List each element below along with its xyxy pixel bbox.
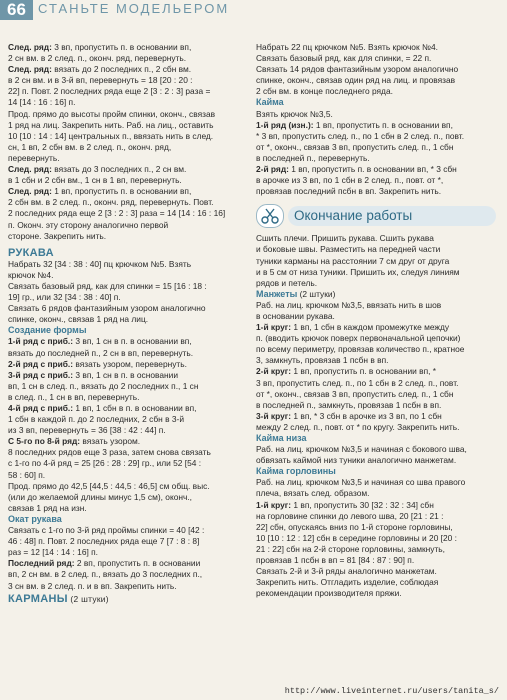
text-line	[8, 492, 246, 503]
text-span: перевернуть.	[8, 152, 60, 163]
text-line	[8, 503, 246, 514]
text-line	[8, 525, 246, 536]
text-span: 3 вп, пропустить след. п., по 1 сбн в 2 след. п., повт.	[256, 377, 459, 388]
right-column	[256, 42, 496, 599]
text-line	[256, 422, 496, 433]
subheading	[256, 433, 496, 444]
text-line	[256, 411, 496, 422]
text-line	[256, 120, 496, 131]
text-span: раз = 12 [14 : 14 : 16] п.	[8, 547, 98, 558]
text-span: Набрать 32 [34 : 38 : 40] пц крючком №5. Взять	[8, 258, 192, 269]
text-span: 8 последних рядов еще 3 раза, затем снова связать	[8, 447, 211, 458]
text-span: в 1 сбн и 2 сбн вм., 1 сн в 1 вп, перевернуть.	[8, 175, 182, 186]
text-span: Манжеты	[256, 288, 298, 299]
text-line	[8, 314, 246, 325]
text-span: Сшить плечи. Пришить рукава. Сшить рукава	[256, 233, 434, 244]
text-span: 22] п. Повт. 2 последних ряда еще 2 [3 : 2 : 3] раза =	[8, 86, 211, 97]
text-line	[8, 481, 246, 492]
text-span: (2 штуки)	[297, 288, 336, 299]
text-span: 3 вп, 1 сн в п. в основании	[73, 369, 178, 380]
text-line	[256, 164, 496, 175]
text-span: 10 [10 : 12 : 12] сбн в середине горловины и 20 [20 :	[256, 532, 457, 543]
text-span: стороне. Закрепить нить.	[8, 230, 107, 241]
page-header	[0, 0, 507, 22]
left-column	[8, 42, 246, 605]
text-line	[8, 231, 246, 242]
text-line	[256, 175, 496, 186]
text-span: Связать 14 рядов фантазийным узором аналогично	[256, 64, 459, 75]
text-span: вязать до 2 последних п., 2 сбн вм.	[51, 64, 192, 75]
text-line	[8, 75, 246, 86]
subheading	[8, 514, 246, 525]
text-span: от *, оконч., связав 3 вп, пропустить след. п., 1 сбн	[256, 388, 454, 399]
text-line	[256, 42, 496, 53]
text-span: в след. п., 1 сн в вп, перевернуть.	[8, 391, 140, 402]
text-span: 3 вп, 1 сн в п. в основании вп,	[73, 336, 192, 347]
row-label: 1-й круг:	[256, 499, 292, 510]
text-line	[8, 381, 246, 392]
text-line	[256, 444, 496, 455]
text-span: 3, замкнуть, провязав 1 псбн в вп.	[256, 355, 389, 366]
text-line	[8, 458, 246, 469]
text-line	[8, 86, 246, 97]
text-line	[256, 153, 496, 164]
row-label: 4-й ряд с приб.:	[8, 403, 74, 413]
text-span: обвязать каймой низ туники аналогично манжетам.	[256, 455, 457, 466]
text-span: в арочке из 3 вп, по 1 сбн в 2 след. п., повт. от *,	[256, 175, 444, 186]
subheading	[256, 97, 496, 108]
text-line	[8, 109, 246, 120]
text-line	[8, 259, 246, 270]
text-line	[256, 300, 496, 311]
source-url: http://www.liveinternet.ru/users/tanita_s/	[284, 686, 499, 696]
row-label: 3-й круг:	[256, 410, 292, 421]
text-span: туники карманы на расстоянии 7 см друг от друга	[256, 255, 450, 266]
text-line	[256, 555, 496, 566]
text-span: КАРМАНЫ	[8, 593, 68, 605]
text-span: Связать с 1-го по 3-й ряд проймы спинки = 40 [42 :	[8, 525, 205, 536]
text-span: вп, 2 сн вм. в 2 след. п., вязать до 3 последних п.,	[8, 569, 203, 580]
text-span: в последней п., замкнуть, провязав 1 псбн в вп.	[256, 399, 442, 410]
text-line	[8, 336, 246, 347]
text-line	[256, 400, 496, 411]
text-span: 1 вп, 1 сбн в п. в основании вп,	[73, 403, 197, 413]
row-label: След. ряд:	[8, 164, 52, 175]
text-line	[256, 75, 496, 86]
text-span: сн, 1 вп, 2 сбн вм. в 2 след. п., оконч. ряд,	[8, 141, 172, 152]
text-line	[8, 120, 246, 131]
text-line	[256, 355, 496, 366]
text-span: Связать базовый ряд, как для спинки = 15 [16 : 18 :	[8, 280, 207, 291]
text-span: связав 1 ряд на изн.	[8, 502, 87, 513]
text-line	[8, 197, 246, 208]
text-span: Раб. на лиц. крючком №3,5 и начиная с бокового шва,	[256, 444, 467, 455]
text-span: 22] сбн, опускаясь вниз по 1-й стороне горловины,	[256, 521, 453, 532]
row-label: 2-й ряд с приб.:	[8, 358, 74, 369]
text-line	[8, 547, 246, 558]
text-span: плеча, вязать след. образом.	[256, 488, 370, 499]
text-line	[256, 477, 496, 488]
text-span: 1 вп, пропустить 30 [32 : 32 : 34] сбн	[291, 499, 434, 510]
text-span: Раб. на лиц. крючком №3,5, ввязать нить в шов	[256, 299, 442, 310]
text-span: по всему периметру, провязав количество п., кратное	[256, 344, 465, 355]
text-line	[8, 131, 246, 142]
row-label: 1-й ряд с приб.:	[8, 336, 74, 347]
text-line	[8, 153, 246, 164]
text-span: из 3 вп, перевернуть = 36 [38 : 42 : 44] п.	[8, 425, 166, 436]
text-line	[256, 64, 496, 75]
text-span: (или до желаемой длины минус 1,5 см), оконч.,	[8, 491, 193, 502]
text-line	[8, 292, 246, 303]
text-line	[8, 186, 246, 197]
text-span: спинке, оконч., связав 1 ряд на лиц.	[8, 314, 149, 325]
text-span: вязать узором, перевернуть.	[73, 358, 187, 369]
text-span: Кайма низа	[256, 433, 307, 443]
text-line	[256, 186, 496, 197]
text-span: 1 сбн в каждой п. до 2 последних, 2 сбн в 3-й	[8, 414, 184, 425]
text-line	[256, 588, 496, 599]
text-span: 46 : 48] п. Повт. 2 последних ряда еще 7 [7 : 8 : 8]	[8, 536, 200, 547]
text-span: 2 последних ряда еще 2 [3 : 2 : 3] раза = 14 [14 : 16 : 16]	[8, 208, 226, 219]
text-span: п. (вводить крючок поверх первоначальной цепочки)	[256, 333, 461, 344]
text-span: 2 вп, пропустить п. в основании	[74, 558, 201, 569]
text-span: Кайма горловины	[256, 466, 336, 477]
text-line	[256, 389, 496, 400]
text-line	[8, 536, 246, 547]
row-label: Последний ряд:	[8, 558, 75, 569]
text-span: 14 [14 : 16 : 16] п.	[8, 97, 76, 108]
text-span: провязав 1 псбн в вп = 81 [84 : 87 : 90] п.	[256, 555, 415, 566]
text-span: 3 вп, пропустить п. в основании вп,	[51, 42, 192, 52]
text-span: крючок №4.	[8, 269, 54, 280]
subheading	[256, 466, 496, 477]
text-line	[256, 366, 496, 377]
text-span: Прод. прямо до 42,5 [44,5 : 44,5 : 46,5] см общ. выс.	[8, 480, 210, 491]
text-span: Кайма	[256, 97, 284, 108]
text-line	[256, 53, 496, 64]
text-line	[8, 558, 246, 569]
text-line	[8, 370, 246, 381]
section-header	[256, 204, 496, 228]
text-span: рекомендации производителя пряжи.	[256, 588, 402, 599]
text-span: 2 сн вм. в 2 след. п., оконч. ряд, перевернуть.	[8, 53, 187, 64]
text-span: * 3 вп, пропустить след. п., по 1 сбн в 2 след. п., повт.	[256, 130, 465, 141]
text-span: (2 штуки)	[67, 593, 109, 604]
text-line	[8, 175, 246, 186]
text-line	[256, 86, 496, 97]
text-line	[8, 447, 246, 458]
text-line	[8, 436, 246, 447]
text-span: Связать 6 рядов фантазийным узором аналогично	[8, 303, 206, 314]
text-span: в последней п., перевернуть.	[256, 152, 370, 163]
header-title: СТАНЬТЕ МОДЕЛЬЕРОМ	[38, 1, 230, 16]
text-line	[256, 131, 496, 142]
text-span: 1 вп, пропустить п. в основании вп, *	[291, 366, 437, 377]
page-number: 66	[0, 0, 33, 20]
text-line	[8, 359, 246, 370]
text-span: Связать базовый ряд, как для спинки, = 22 п.	[256, 53, 432, 64]
text-line	[256, 233, 496, 244]
text-span: и боковые швы. Разместить на передней части	[256, 244, 441, 255]
text-line	[8, 164, 246, 175]
text-span: от *, оконч., связав 3 вп, пропустить след. п., 1 сбн	[256, 141, 454, 152]
text-line	[256, 511, 496, 522]
text-line	[8, 208, 246, 219]
text-line	[256, 566, 496, 577]
text-span: вязать узором.	[80, 436, 141, 447]
row-label: 2-й круг:	[256, 366, 292, 377]
text-line	[256, 311, 496, 322]
text-span: с 1-го по 4-й ряд = 25 [26 : 28 : 29] гр., или 52 [54 :	[8, 458, 202, 469]
text-line	[256, 344, 496, 355]
text-line	[8, 64, 246, 75]
row-label: 1-й ряд (изн.):	[256, 119, 314, 130]
text-line	[8, 569, 246, 580]
text-span: провязав последний псбн в вп. Закрепить нить.	[256, 186, 442, 197]
text-span: вязать до 3 последних п., 2 сн вм.	[51, 164, 187, 175]
spacer	[8, 242, 246, 246]
text-span: РУКАВА	[8, 247, 54, 259]
text-span: п. Оконч. эту сторону аналогично первой	[8, 219, 169, 230]
text-span: спинке, оконч., связав один ряд на лиц. и провязав	[256, 75, 456, 86]
text-line	[256, 109, 496, 120]
text-span: 10 [10 : 14 : 14] центральных п., ввязать нить в след.	[8, 130, 214, 141]
text-line	[256, 577, 496, 588]
text-line	[256, 278, 496, 289]
text-line	[256, 544, 496, 555]
text-line	[8, 392, 246, 403]
row-label: След. ряд:	[8, 186, 52, 197]
text-line	[256, 244, 496, 255]
text-span: вп, 1 сн в след. п., вязать до 2 последних п., 1 сн	[8, 380, 199, 391]
text-span: рядов и петель.	[256, 277, 318, 288]
text-line	[256, 522, 496, 533]
text-span: Прод. прямо до высоты пройм спинки, оконч., связав	[8, 108, 216, 119]
row-label: 2-й ряд:	[256, 164, 289, 175]
text-line	[256, 333, 496, 344]
text-line	[8, 42, 246, 53]
text-span: Окат рукава	[8, 513, 62, 524]
subheading	[256, 289, 496, 300]
text-span: Связать 2-й и 3-й ряды аналогично манжетам.	[256, 566, 437, 577]
text-line	[8, 303, 246, 314]
row-label: 3-й ряд с приб.:	[8, 369, 74, 380]
row-label: 1-й круг:	[256, 322, 292, 333]
text-span: 1 ряд на лиц. Закрепить нить. Раб. на лиц., оставить	[8, 119, 214, 130]
subheading	[8, 594, 246, 605]
text-span: на горловине спинки до левого шва, 20 [21 : 21 :	[256, 510, 444, 521]
text-line	[8, 270, 246, 281]
text-line	[256, 500, 496, 511]
text-span: 1 вп, * 3 сбн в арочке из 3 вп, по 1 сбн	[291, 410, 442, 421]
subheading	[8, 248, 246, 259]
subheading	[8, 325, 246, 336]
text-line	[256, 378, 496, 389]
text-span: 2 сбн вм. в 2 след. п., оконч. ряд, перевернуть. Повт.	[8, 197, 214, 208]
text-line	[8, 53, 246, 64]
text-line	[256, 322, 496, 333]
text-span: 1 вп, пропустить п. в основании вп,	[313, 119, 453, 130]
text-line	[256, 256, 496, 267]
text-span: между 2 след. п., повт. от * по кругу. Закрепить нить.	[256, 421, 460, 432]
text-span: в основании рукава.	[256, 310, 335, 321]
text-span: в 2 сн вм. и в 3-й вп, перевернуть = 18 [20 : 20 :	[8, 75, 193, 86]
text-line	[256, 267, 496, 278]
text-line	[256, 142, 496, 153]
text-line	[8, 142, 246, 153]
text-line	[256, 455, 496, 466]
text-line	[8, 403, 246, 414]
text-span: вязать до последней п., 2 сн в вп, перевернуть.	[8, 347, 194, 358]
text-line	[8, 281, 246, 292]
text-span: Раб. на лиц. крючком №3,5 и начиная со шва правого	[256, 477, 466, 488]
text-span: 1 вп, 1 сбн в каждом промежутке между	[291, 322, 450, 333]
text-line	[8, 220, 246, 231]
text-span: Взять крючок №3,5.	[256, 108, 333, 119]
text-span: 1 вп, пропустить п. в основании вп, * 3 сбн	[288, 164, 457, 175]
section-title: Окончание работы	[288, 206, 496, 226]
row-label: След. ряд:	[8, 42, 52, 52]
text-span: 1 вп, пропустить п. в основании вп,	[51, 186, 192, 197]
text-span: Закрепить нить. Отгладить изделие, соблюдая	[256, 577, 439, 588]
text-line	[8, 414, 246, 425]
text-span: 58 : 60] п.	[8, 469, 46, 480]
text-span: 19] гр., или 32 [34 : 38 : 40] п.	[8, 292, 121, 303]
row-label: След. ряд:	[8, 64, 52, 75]
text-span: 3 сн вм. в 2 след. п. и в вп. Закрепить нить.	[8, 580, 177, 591]
text-line	[8, 97, 246, 108]
text-span: Создание формы	[8, 325, 87, 336]
text-span: Набрать 22 пц крючком №5. Взять крючок №4.	[256, 42, 438, 52]
text-line	[8, 348, 246, 359]
text-line	[8, 581, 246, 592]
text-line	[256, 533, 496, 544]
text-line	[8, 425, 246, 436]
scissors-icon	[256, 204, 284, 228]
text-line	[8, 470, 246, 481]
text-span: 21 : 22] сбн на 2-й стороне горловины, замкнуть,	[256, 543, 445, 554]
row-label: С 5-го по 8-й ряд:	[8, 436, 81, 447]
text-span: и в 5 см от низа туники. Пришить их, следуя линиям	[256, 266, 460, 277]
text-line	[256, 488, 496, 499]
text-span: 2 сбн вм. в конце последнего ряда.	[256, 86, 393, 97]
